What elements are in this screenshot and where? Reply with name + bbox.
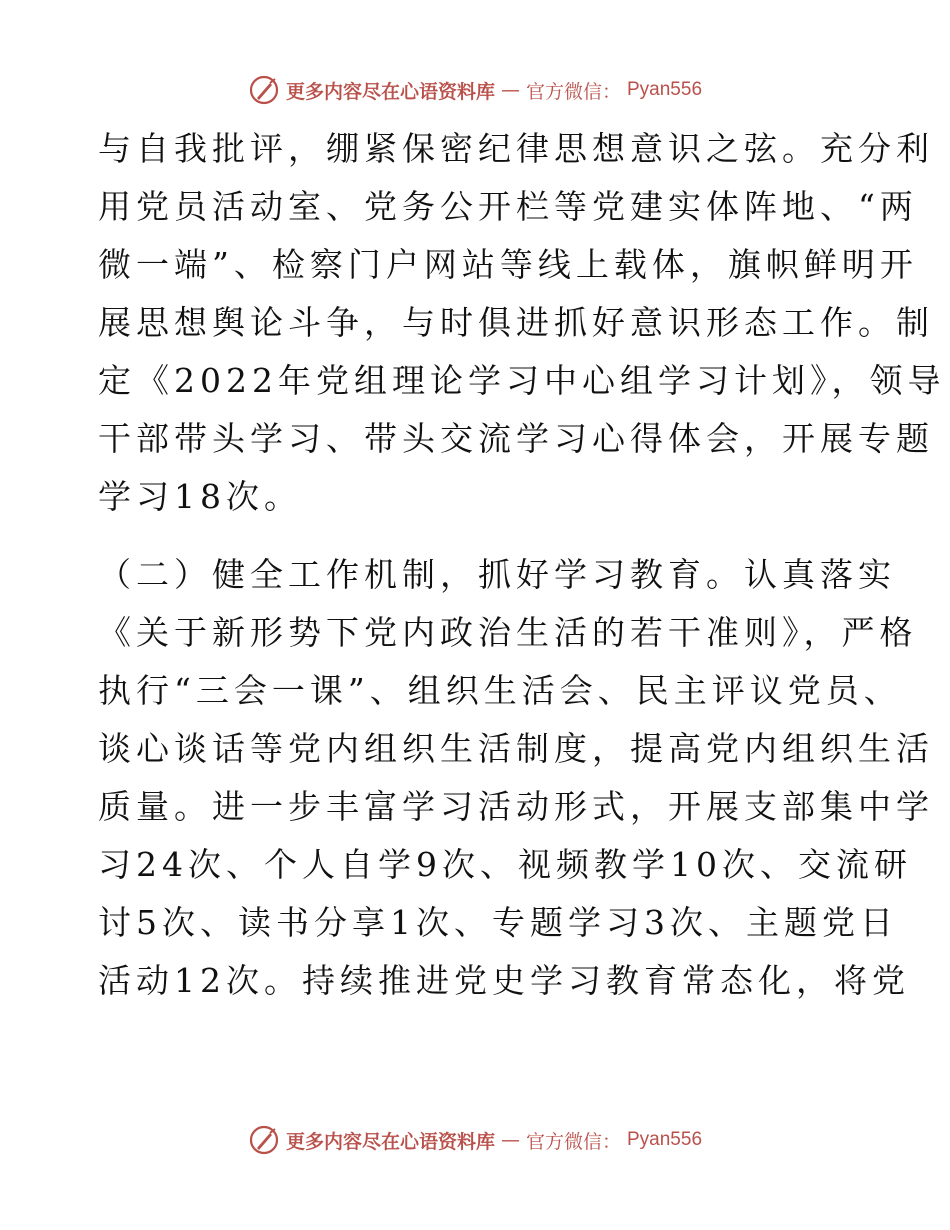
document-body bbox=[98, 120, 946, 1010]
text-line: 用党员活动室、党务公开栏等党建实体阵地、“两 bbox=[98, 187, 918, 226]
text-line: 干部带头学习、带头交流学习心得体会，开展专题 bbox=[98, 419, 934, 458]
text-line: 谈心谈话等党内组织生活制度，提高党内组织生活 bbox=[98, 729, 934, 768]
watermark-separator: — bbox=[500, 1129, 520, 1151]
quill-pen-logo-icon bbox=[248, 74, 280, 106]
watermark-brand-text: 更多内容尽在心语资料库 bbox=[285, 80, 495, 103]
watermark-wechat-id: Pyan556 bbox=[627, 1129, 703, 1150]
text-line: 活动12次。持续推进党史学习教育常态化，将党 bbox=[98, 961, 910, 1000]
text-line: 定《2022年党组理论学习中心组学习计划》，领导 bbox=[98, 361, 946, 400]
header-watermark bbox=[0, 70, 950, 110]
watermark-brand-text: 更多内容尽在心语资料库 bbox=[285, 1130, 495, 1153]
text-line: （二）健全工作机制，抓好学习教育。认真落实 bbox=[98, 555, 896, 594]
paragraph-2 bbox=[98, 546, 934, 1010]
text-line: 执行“三会一课”、组织生活会、民主评议党员、 bbox=[98, 671, 902, 710]
watermark-separator: — bbox=[500, 79, 520, 101]
paragraph-gap bbox=[98, 526, 858, 546]
text-line: 习24次、个人自学9次、视频教学10次、交流研 bbox=[98, 845, 912, 884]
text-line: 展思想舆论斗争，与时俱进抓好意识形态工作。制 bbox=[98, 303, 934, 342]
text-line: 讨5次、读书分享1次、专题学习3次、主题党日 bbox=[98, 903, 898, 942]
watermark-wechat-label: 官方微信： bbox=[525, 80, 621, 103]
text-line: 学习18次。 bbox=[98, 477, 302, 516]
text-line: 与自我批评，绷紧保密纪律思想意识之弦。充分利 bbox=[98, 129, 934, 168]
watermark-wechat-label: 官方微信： bbox=[525, 1130, 621, 1153]
paragraph-1 bbox=[98, 120, 946, 526]
footer-watermark bbox=[0, 1120, 950, 1160]
text-line: 《关于新形势下党内政治生活的若干准则》，严格 bbox=[98, 613, 918, 652]
text-line: 微一端”、检察门户网站等线上载体，旗帜鲜明开 bbox=[98, 245, 918, 284]
quill-pen-logo-icon bbox=[248, 1124, 280, 1156]
watermark-wechat-id: Pyan556 bbox=[627, 79, 703, 100]
text-line: 质量。进一步丰富学习活动形式，开展支部集中学 bbox=[98, 787, 934, 826]
